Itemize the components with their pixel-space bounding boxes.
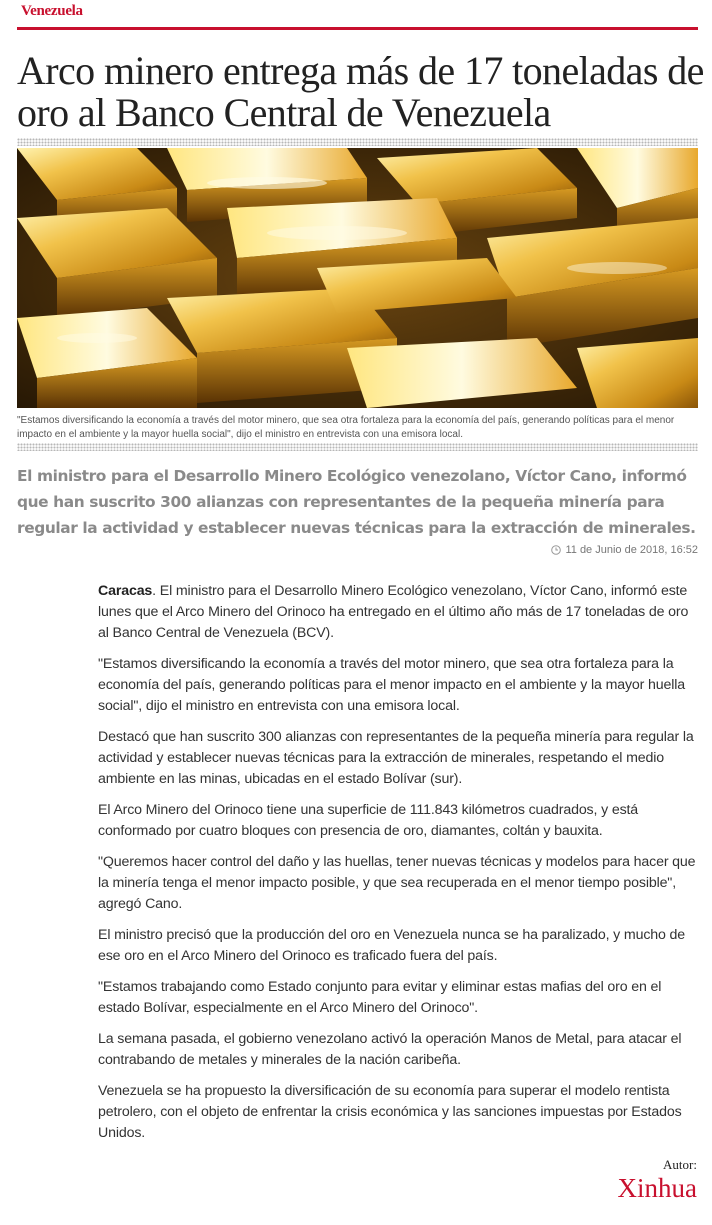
article-paragraph	[98, 581, 701, 644]
section-divider	[17, 27, 698, 30]
article-body	[98, 581, 701, 1154]
article-paragraph: Destacó que han suscrito 300 alianzas con representantes de la pequeña minería para regular la actividad y establecer nuevas técnicas para la extracción de minerales, respetando el medio ambiente en las minas, ubicadas en el estado Bolívar (sur).	[98, 729, 694, 787]
article-paragraph: El ministro precisó que la producción del oro en Venezuela nunca se ha paralizado, y mucho de ese oro en el Arco Minero del Orinoco es traficado fuera del país.	[98, 927, 686, 964]
paragraph-text: . El ministro para el Desarrollo Minero Ecológico venezolano, Víctor Cano, informó este lunes que el Arco Minero del Orinoco ha entregado en el último año más de 17 toneladas de oro al Banco Central de Venezuela (BCV).	[98, 583, 689, 641]
publish-date-text: 11 de Junio de 2018, 16:52	[565, 544, 698, 556]
author-block	[618, 1157, 697, 1203]
author-name[interactable]: Xinhua	[617, 1173, 697, 1203]
article-paragraph: "Queremos hacer control del daño y las huellas, tener nuevas técnicas y modelos para hacer que la minería tenga el menor impacto posible, y que sea recuperada en el menor tiempo posible", agregó Cano.	[98, 854, 696, 912]
article-title: Arco minero entrega más de 17 toneladas de oro al Banco Central de Venezuela	[17, 48, 704, 135]
dotted-divider	[17, 443, 698, 451]
publish-date	[551, 544, 698, 556]
gold-bar	[577, 338, 698, 408]
article-lead: El ministro para el Desarrollo Minero Ecológico venezolano, Víctor Cano, informó que han suscrito 300 alianzas con representantes de la pequeña minería para regular la actividad y establecer nuevas técnicas para la extracción de minerales.	[17, 467, 696, 537]
author-label: Autor:	[663, 1157, 697, 1172]
article-paragraph: Venezuela se ha propuesto la diversificación de su economía para superar el modelo rentista petrolero, con el objeto de enfrentar la crisis económica y las sanciones impuestas por Estados Unidos.	[98, 1083, 682, 1141]
clock-icon	[551, 545, 561, 555]
gold-bars-photo	[17, 148, 698, 408]
article-paragraph: La semana pasada, el gobierno venezolano activó la operación Manos de Metal, para atacar el contrabando de metales y minerales de la nación caribeña.	[98, 1031, 682, 1068]
dotted-divider	[17, 138, 698, 146]
section-label[interactable]: Venezuela	[21, 3, 83, 19]
article-paragraph: "Estamos diversificando la economía a través del motor minero, que sea otra fortaleza para la economía del país, generando políticas para el menor impacto en el ambiente y la mayor huella social", dijo el ministro en entrevista con una emisora local.	[98, 656, 686, 714]
image-caption: "Estamos diversificando la economía a través del motor minero, que sea otra fortaleza para la economía del país, generando políticas para el menor impacto en el ambiente y la mayor huella social", dijo el ministro en entrevista con una emisora local.	[17, 415, 675, 440]
article-paragraph: El Arco Minero del Orinoco tiene una superficie de 111.843 kilómetros cuadrados, y está conformado por cuatro bloques con presencia de oro, diamantes, coltán y bauxita.	[98, 802, 639, 839]
article-paragraph: "Estamos trabajando como Estado conjunto para evitar y eliminar estas mafias del oro en el estado Bolívar, especialmente en el Arco Minero del Orinoco".	[98, 979, 662, 1016]
dateline: Caracas	[98, 583, 153, 599]
